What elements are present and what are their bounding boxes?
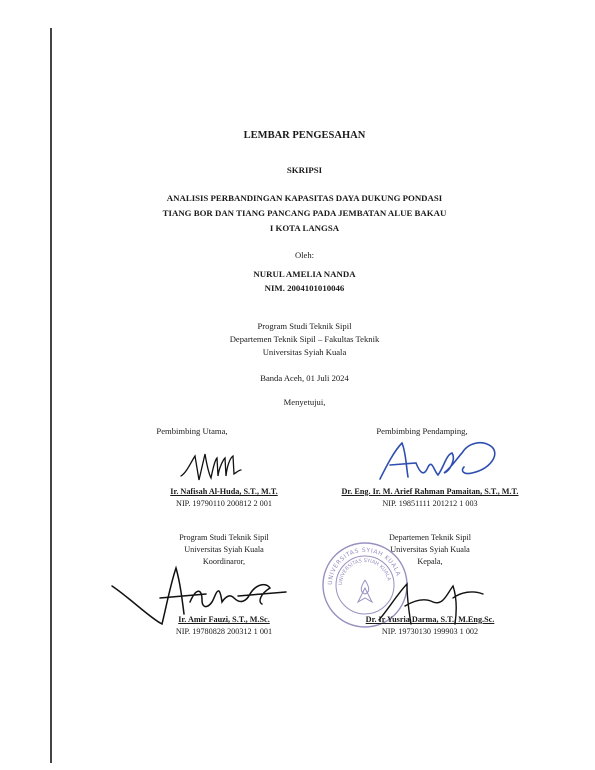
approval-page [50,28,557,763]
place-date: Banda Aceh, 01 Juli 2024 [260,373,349,383]
coordinator-unit-line-3: Koordinaror, [202,557,246,566]
coordinator-nip: NIP. 19780828 200312 1 001 [175,627,273,636]
co-supervisor-signature [372,433,502,488]
main-supervisor-name: Ir. Nafisah Al-Huda, S.T., M.T. [170,487,278,496]
head-nip: NIP. 19730130 199903 1 002 [381,627,479,636]
stamp-inner-text: UNIVERSITAS SYIAH KUALA [337,557,392,586]
head-unit-line-2: Universitas Syiah Kuala [390,545,470,554]
institution-department: Departemen Teknik Sipil – Fakultas Teknik [229,334,380,344]
author-name: NURUL AMELIA NANDA [253,269,356,279]
thesis-title-line-1: ANALISIS PERBANDINGAN KAPASITAS DAYA DUKUNG PONDASI [166,193,443,203]
head-unit-line-1: Departemen Teknik Sipil [388,533,472,542]
co-supervisor-nip: NIP. 19851111 201212 1 003 [382,499,478,508]
head-name: Dr. Ir Yusria Darma, S.T., M.Eng.Sc. [365,615,495,624]
coordinator-unit-line-1: Program Studi Teknik Sipil [179,533,269,542]
main-supervisor-role: Pembimbing Utama, [156,426,228,436]
co-supervisor-role: Pembimbing Pendamping, [376,426,468,436]
main-supervisor-nip: NIP. 19790110 200812 2 001 [176,499,272,508]
page-title: LEMBAR PENGESAHAN [243,130,366,141]
institution-university: Universitas Syiah Kuala [262,347,347,357]
main-supervisor-signature [177,446,257,486]
thesis-title-line-3: I KOTA LANGSA [269,223,340,233]
approved-label: Menyetujui, [283,397,326,407]
thesis-title-line-2: TIANG BOR DAN TIANG PANCANG PADA JEMBATAN ALUE BAKAU [162,208,447,218]
coordinator-unit-line-2: Universitas Syiah Kuala [184,545,264,554]
co-supervisor-name: Dr. Eng. Ir. M. Arief Rahman Pamaitan, S.T., M.T. [341,487,519,496]
author-nim: NIM. 2004101010046 [264,283,345,293]
document-type: SKRIPSI [286,165,323,175]
coordinator-name: Ir. Amir Fauzi, S.T., M.Sc. [178,615,270,624]
head-unit-line-3: Kepala, [417,557,443,566]
stamp-outer-text: UNIVERSITAS SYIAH KUALA [326,546,402,586]
institution-program: Program Studi Teknik Sipil [257,321,352,331]
by-label: Oleh: [294,250,315,260]
